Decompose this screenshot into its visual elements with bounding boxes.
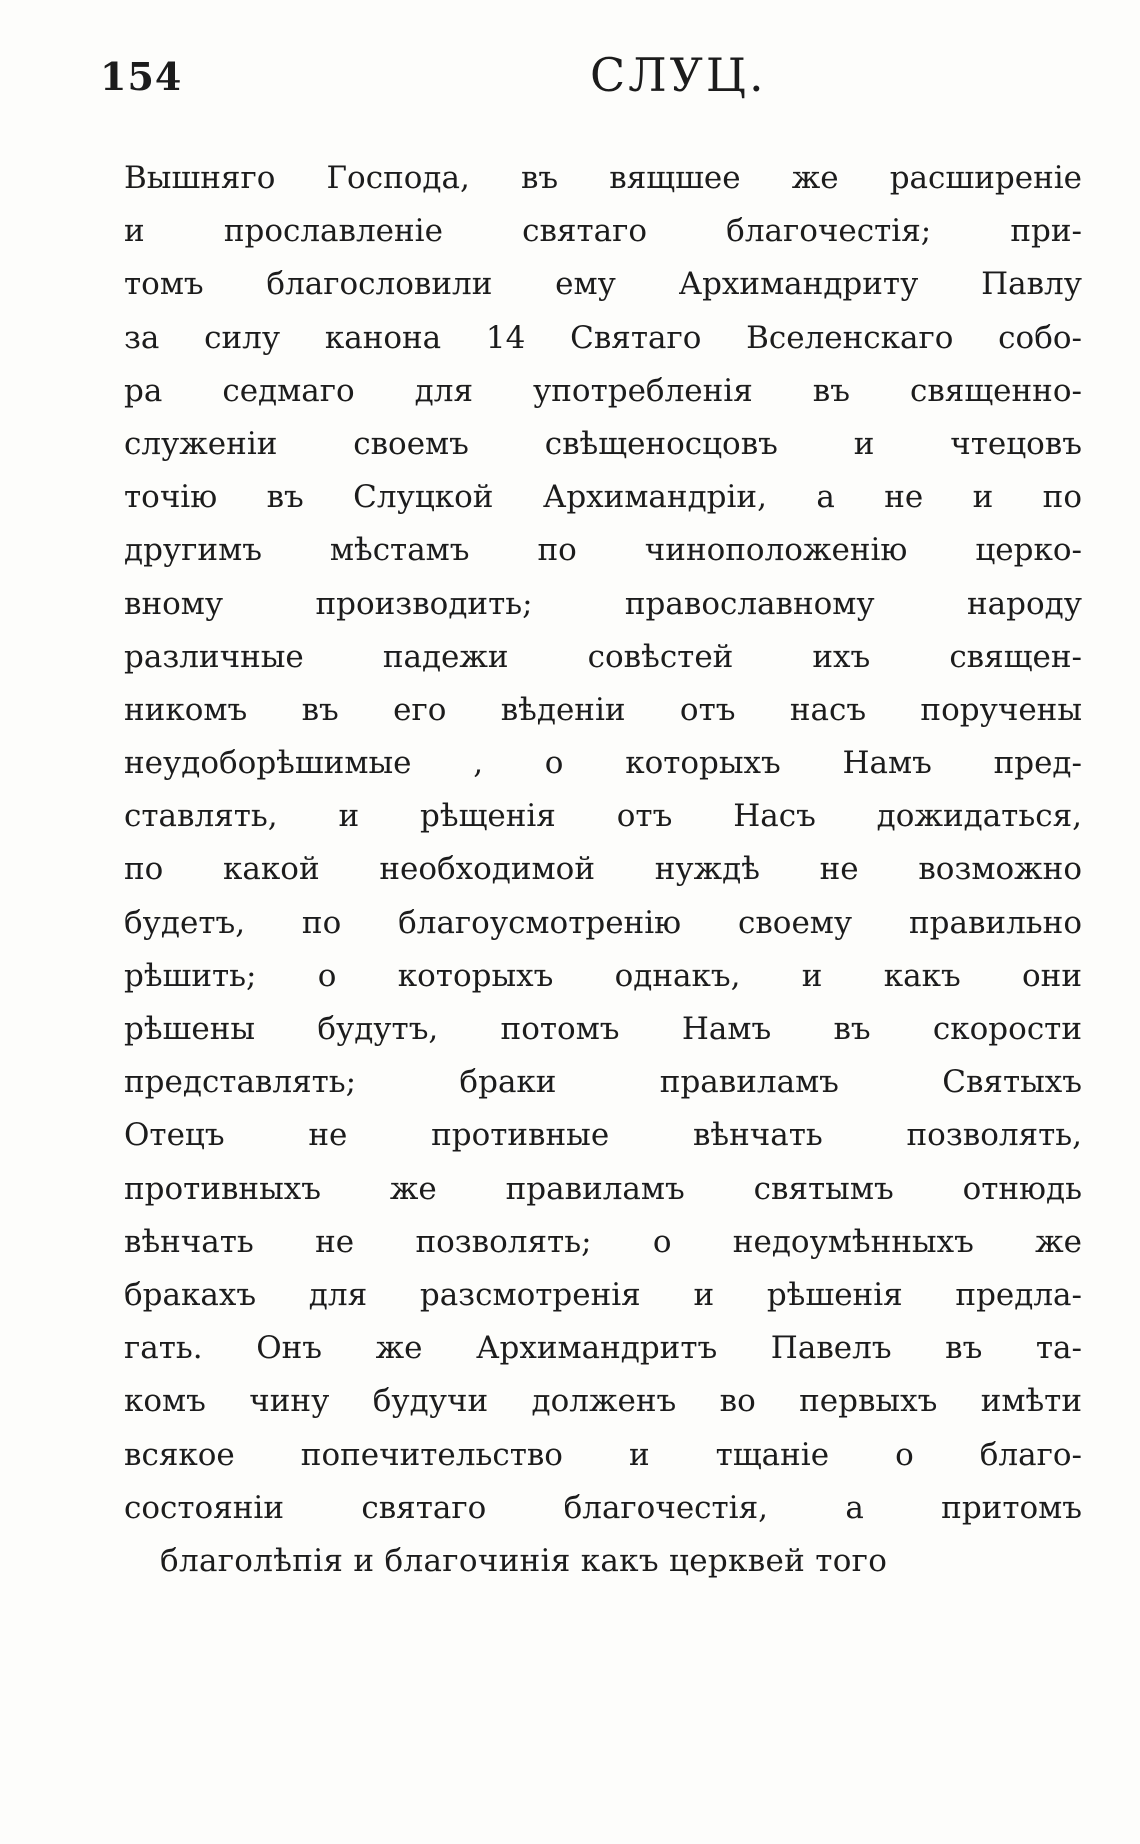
text-line: точію въ Слуцкой Архимандріи, а не и по xyxy=(124,479,1082,516)
text-line: неудоборѣшимые , о которыхъ Намъ пред- xyxy=(124,745,1082,782)
text-line: никомъ въ его вѣденіи отъ насъ поручены xyxy=(124,691,1082,728)
text-line: комъ чину будучи долженъ во первыхъ имѣти xyxy=(124,1383,1082,1420)
text-line: за силу канона 14 Святаго Вселенскаго собо- xyxy=(124,319,1082,356)
text-line: ставлять, и рѣщенія отъ Насъ дожидаться, xyxy=(124,798,1082,835)
text-line: и прославленіе святаго благочестія; при- xyxy=(124,213,1082,250)
text-line: гать. Онъ же Архимандритъ Павелъ въ та- xyxy=(124,1330,1082,1367)
text-line: вѣнчать не позволять; о недоумѣнныхъ же xyxy=(124,1223,1082,1260)
text-line: состояніи святаго благочестія, а притомъ xyxy=(124,1489,1082,1526)
text-line: противныхъ же правиламъ святымъ отнюдь xyxy=(124,1170,1082,1207)
text-line: ра седмаго для употребленія въ священно- xyxy=(124,372,1082,409)
text-line: вному производить; православному народу xyxy=(124,585,1082,622)
text-line: представлять; браки правиламъ Святыхъ xyxy=(124,1064,1082,1101)
text-line: служеніи своемъ свѣщеносцовъ и чтецовъ xyxy=(124,425,1082,462)
running-title: СЛУЦ. xyxy=(590,48,767,102)
body-text xyxy=(124,152,1082,1588)
page-number: 154 xyxy=(100,54,183,99)
text-line: Отецъ не противные вѣнчать позволять, xyxy=(124,1117,1082,1154)
text-line-catchline: благолѣпія и благочинія какъ церквей того xyxy=(160,1542,888,1579)
text-line: томъ благословили ему Архимандриту Павлу xyxy=(124,266,1082,303)
text-line: рѣшить; о которыхъ однакъ, и какъ они xyxy=(124,957,1082,994)
text-line: будетъ, по благоусмотренію своему правильно xyxy=(124,904,1082,941)
text-line: Вышняго Господа, въ вящшее же расширеніе xyxy=(124,160,1082,196)
text-line: различные падежи совѣстей ихъ священ- xyxy=(124,638,1082,675)
text-line: бракахъ для разсмотренія и рѣшенія предла- xyxy=(124,1276,1082,1313)
text-line: рѣшены будутъ, потомъ Намъ въ скорости xyxy=(124,1011,1082,1047)
text-line: всякое попечительство и тщаніе о благо- xyxy=(124,1436,1082,1473)
text-line: по какой необходимой нуждѣ не возможно xyxy=(124,851,1082,888)
text-line: другимъ мѣстамъ по чиноположенію церко- xyxy=(124,532,1082,569)
page-header xyxy=(100,48,1080,118)
